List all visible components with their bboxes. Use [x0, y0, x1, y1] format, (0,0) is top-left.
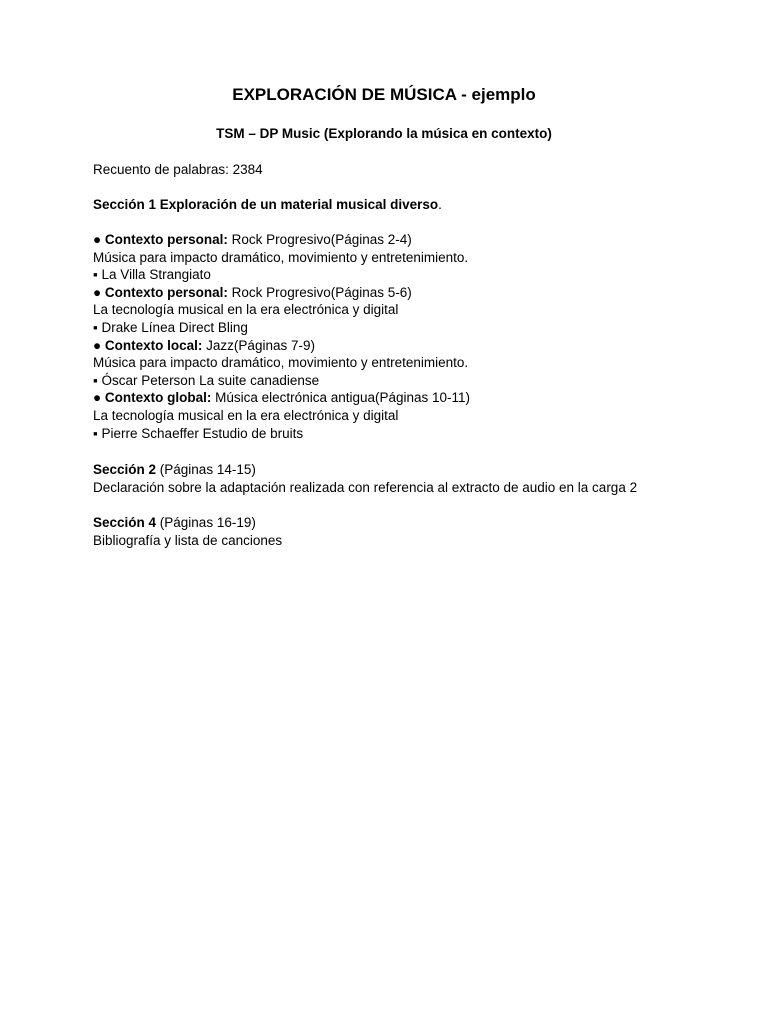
bullet-icon: ● — [93, 390, 105, 406]
section4-text: Bibliografía y lista de canciones — [93, 532, 283, 548]
list-item-context — [93, 337, 733, 355]
document-title — [0, 85, 768, 105]
section1-heading-text: Sección 1 Exploración de un material musical diverso — [93, 197, 439, 212]
section2-heading — [93, 461, 733, 479]
list-item-description: Música para impacto dramático, movimiento y entretenimiento. — [93, 355, 469, 371]
section2-text: Declaración sobre la adaptación realizada con referencia al extracto de audio en la carga 2 — [93, 479, 638, 495]
section4-pages: (Páginas 16-19) — [156, 515, 256, 530]
section4 — [93, 514, 733, 549]
section2 — [93, 461, 733, 496]
list-item-context — [93, 284, 733, 302]
list-item-piece: ▪ Pierre Schaeffer Estudio de bruits — [93, 425, 304, 441]
context-label: Contexto global: — [104, 390, 212, 406]
list-item-context — [93, 389, 733, 407]
context-genre: Música electrónica antigua(Páginas 10-11) — [211, 390, 471, 406]
list-item-piece: ▪ Óscar Peterson La suite canadiense — [93, 372, 320, 388]
list-item-context — [93, 231, 733, 249]
bullet-icon: ● — [93, 337, 105, 353]
section1-heading — [93, 196, 733, 214]
document-subtitle: TSM – DP Music (Explorando la música en contexto) — [216, 126, 552, 141]
bullet-icon: ● — [93, 284, 105, 300]
list-item-piece: ▪ La Villa Strangiato — [93, 267, 211, 283]
context-genre: Rock Progresivo(Páginas 5-6) — [227, 284, 412, 300]
context-genre: Rock Progresivo(Páginas 2-4) — [227, 232, 412, 247]
title-main: EXPLORACIÓN DE MÚSICA — [232, 85, 457, 104]
section4-heading — [93, 514, 733, 532]
section1-heading-end: . — [438, 197, 442, 212]
context-label: Contexto local: — [104, 337, 203, 353]
list-item-piece: ▪ Drake Línea Direct Bling — [93, 319, 248, 335]
list-item-description: Música para impacto dramático, movimiento y entretenimiento. — [93, 249, 469, 265]
word-count-value: 2384 — [232, 162, 263, 177]
bullet-icon: ● — [93, 232, 105, 247]
section1-list — [93, 231, 733, 442]
context-genre: Jazz(Páginas 7-9) — [202, 337, 315, 353]
list-item-description: La tecnología musical en la era electrónica y digital — [93, 302, 399, 318]
context-label: Contexto personal: — [104, 284, 228, 300]
context-label: Contexto personal: — [104, 232, 228, 247]
section2-heading-text: Sección 2 — [93, 462, 157, 477]
list-item-description: La tecnología musical en la era electrónica y digital — [93, 407, 399, 423]
section2-pages: (Páginas 14-15) — [156, 462, 256, 477]
title-suffix: - ejemplo — [456, 85, 536, 104]
section4-heading-text: Sección 4 — [93, 515, 157, 530]
word-count — [93, 161, 733, 179]
word-count-label: Recuento de palabras: — [93, 162, 233, 177]
